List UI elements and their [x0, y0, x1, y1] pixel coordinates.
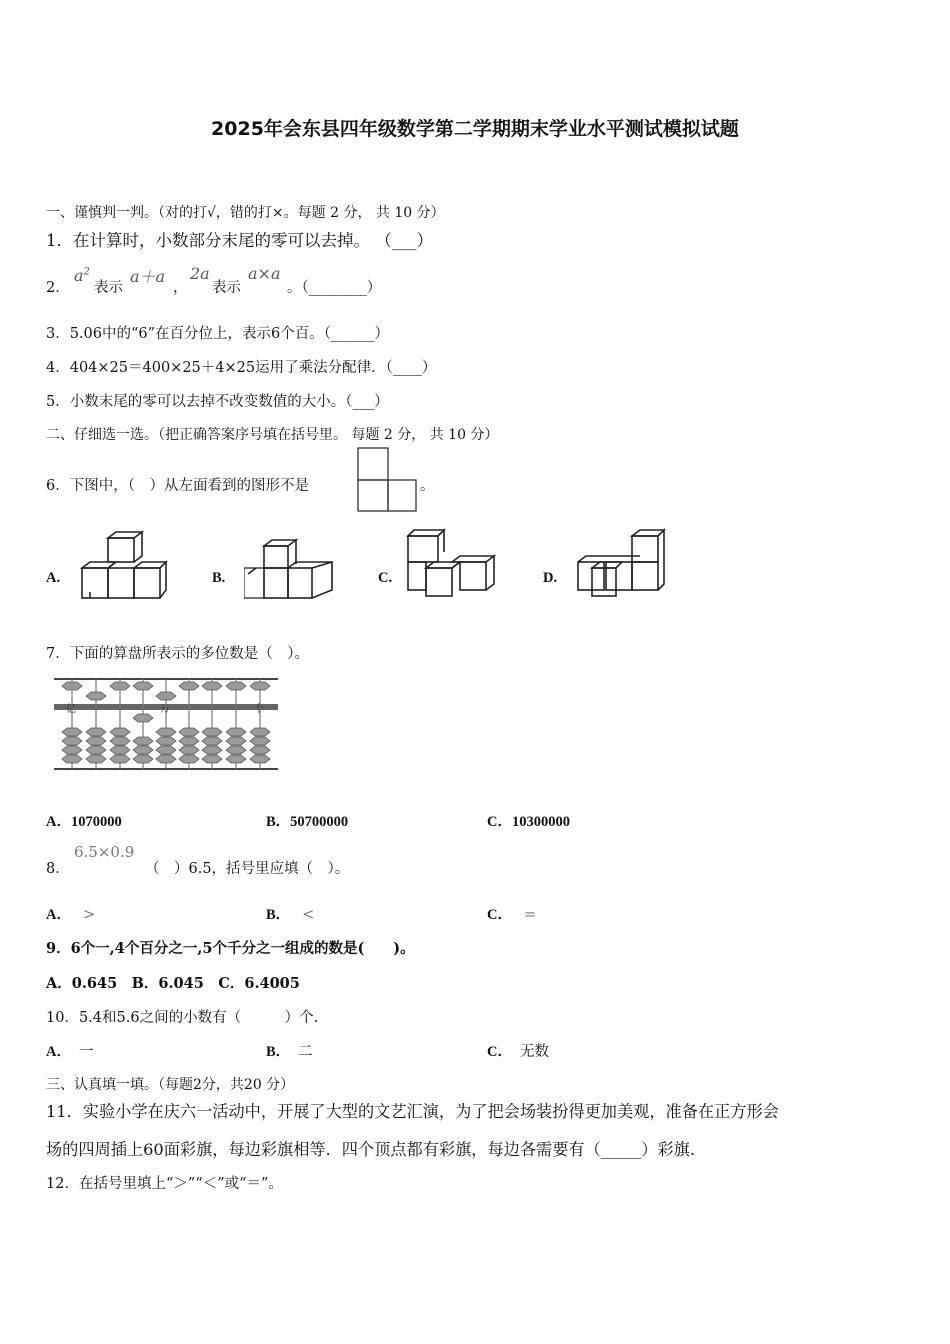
- question-5: 5．小数末尾的零可以去掉不改变数值的大小。（___）: [46, 394, 389, 410]
- q9-options[interactable]: A．0.645 B．6.045 C．6.4005: [46, 975, 300, 992]
- q6-option-a-label[interactable]: A.: [46, 570, 61, 586]
- q6-option-b-cubes[interactable]: [244, 534, 336, 604]
- q8-option-a[interactable]: A． >: [46, 907, 96, 923]
- question-8-text: （ ）6.5，括号里应填（ ）。: [145, 861, 350, 877]
- q2-answer-blank: 。（________）: [287, 280, 382, 296]
- q2-expr-2a: 2a: [190, 264, 210, 283]
- q6-option-a-cubes[interactable]: [78, 530, 170, 602]
- q7-option-a[interactable]: A．1070000: [46, 814, 122, 830]
- q6-option-d-cubes[interactable]: [574, 528, 668, 600]
- question-7: 7．下面的算盘所表示的多位数是（ ）。: [46, 646, 309, 662]
- q10-option-a[interactable]: A． 一: [46, 1044, 94, 1060]
- question-11-line-1: 11．实验小学在庆六一活动中，开展了大型的文艺汇演，为了把会场装扮得更加美观，准备在正方形会: [46, 1102, 779, 1121]
- page-title: 2025年会东县四年级数学第二学期期末学业水平测试模拟试题: [211, 118, 739, 140]
- section-3-heading: 三、认真填一填。（每题2分，共20 分）: [46, 1077, 295, 1093]
- q7-option-c[interactable]: C．10300000: [487, 814, 570, 830]
- abacus-label-ge: 个: [254, 704, 264, 715]
- q2-expr-a-plus-a: a＋a: [130, 267, 166, 286]
- question-6: 6．下图中，（ ）从左面看到的图形不是: [46, 478, 309, 494]
- q6-target-view-figure: [356, 446, 420, 514]
- question-2-number: 2．: [46, 280, 70, 296]
- q6-option-c-cubes[interactable]: [404, 528, 498, 600]
- question-4: 4．404×25＝400×25＋4×25运用了乘法分配律．（____）: [46, 360, 437, 376]
- q6-option-d-label[interactable]: D.: [543, 570, 558, 586]
- q8-option-b[interactable]: B． <: [266, 907, 315, 923]
- question-10: 10．5.4和5.6之间的小数有（ ）个.: [46, 1010, 319, 1026]
- q2-expr-a-squared: $a^2$: [74, 266, 90, 285]
- question-6-end: 。: [420, 478, 435, 494]
- section-2-heading: 二、仔细选一选。（把正确答案序号填在括号里。 每题 2 分， 共 10 分）: [46, 427, 499, 443]
- question-11-line-2: 场的四周插上60面彩旗，每边彩旗相等．四个顶点都有彩旗，每边各需要有（_____）彩旗.: [46, 1140, 695, 1159]
- q2-comma: ，: [173, 280, 188, 296]
- abacus-label-wan: 万: [160, 704, 170, 715]
- question-8-number: 8．: [46, 861, 70, 877]
- question-12: 12．在括号里填上“＞”“＜”或“＝”。: [46, 1176, 283, 1192]
- question-9: 9．6个一,4个百分之一,5个千分之一组成的数是( )。: [46, 940, 415, 957]
- abacus-label-yi: 亿: [66, 704, 76, 715]
- q2-text-represents-1: 表示: [94, 280, 123, 296]
- abacus-figure: [50, 676, 282, 776]
- q10-option-c[interactable]: C． 无数: [487, 1044, 549, 1060]
- question-3: 3．5.06中的“6”在百分位上，表示6个百。（______）: [46, 326, 390, 342]
- q7-option-b[interactable]: B．50700000: [266, 814, 349, 830]
- question-1: 1．在计算时，小数部分末尾的零可以去掉。 （___）: [46, 231, 433, 250]
- q6-option-b-label[interactable]: B.: [212, 570, 226, 586]
- q2-text-represents-2: 表示: [212, 280, 241, 296]
- q8-option-c[interactable]: C． =: [487, 907, 537, 923]
- q6-option-c-label[interactable]: C.: [378, 570, 393, 586]
- section-1-heading: 一、谨慎判一判。（对的打√，错的打×。每题 2 分， 共 10 分）: [46, 205, 445, 221]
- q10-option-b[interactable]: B． 二: [266, 1044, 313, 1060]
- q2-expr-a-times-a: a×a: [248, 264, 281, 283]
- q8-expression: 6.5×0.9: [74, 843, 135, 861]
